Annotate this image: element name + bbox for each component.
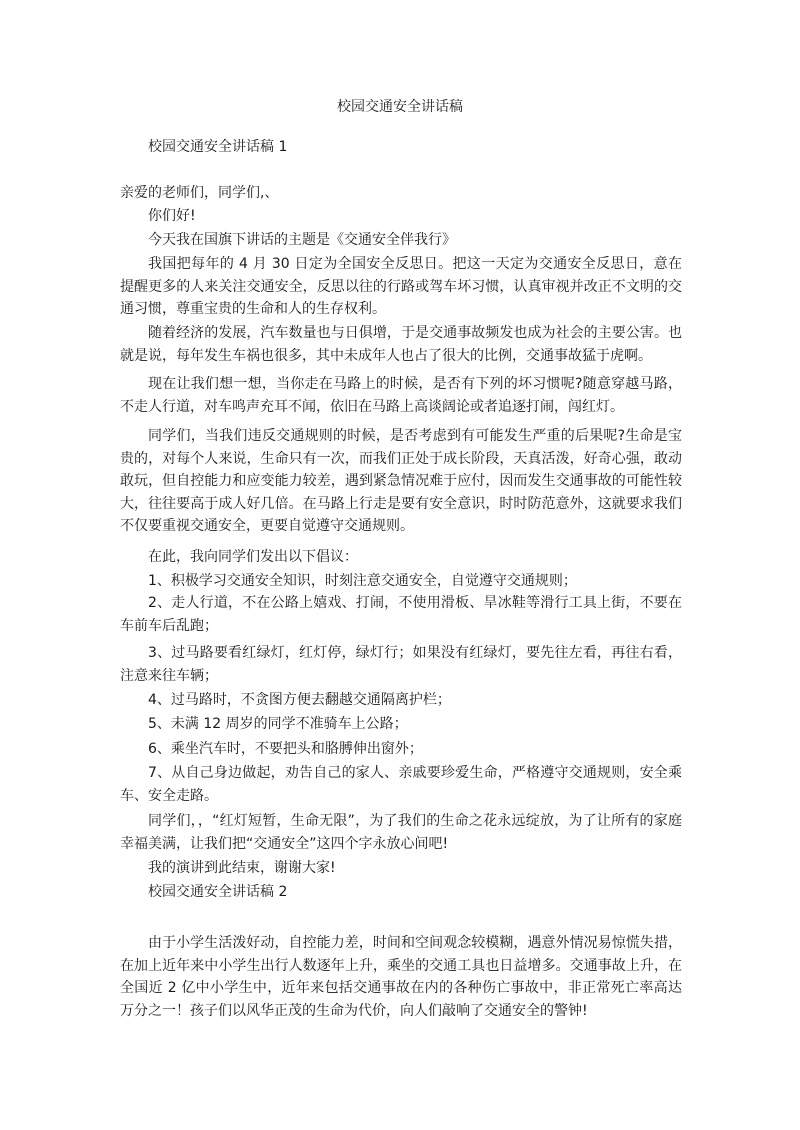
proposal-intro: 在此，我向同学们发出以下倡议： bbox=[148, 549, 358, 565]
salutation: 亲爱的老师们，同学们,、 bbox=[120, 185, 279, 201]
intro-line: 今天我在国旗下讲话的主题是《交通安全伴我行》 bbox=[148, 232, 456, 248]
proposal-item: 2、走人行道，不在公路上嬉戏、打闹，不使用滑板、旱冰鞋等滑行工具上街，不要在车前车后乱跑； bbox=[120, 595, 682, 634]
proposal-item: 4、过马路时，不贪图方便去翻越交通隔离护栏； bbox=[148, 692, 451, 708]
proposal-item: 3、过马路要看红绿灯，红灯停，绿灯行；如果没有红绿灯，要先往左看，再往右看，注意来往车辆； bbox=[120, 645, 682, 684]
speech2-heading: 校园交通安全讲话稿 2 bbox=[148, 884, 288, 900]
speech1-heading: 校园交通安全讲话稿 1 bbox=[148, 139, 288, 155]
paragraph-4: 同学们，当我们违反交通规则的时候，是否考虑到有可能发生严重的后果呢?生命是宝贵的，对每个人来说，生命只有一次，而我们正处于成长阶段，天真活泼，好奇心强，敢动敢玩，但自控能力和应变能力较差，遇到紧急情况难于应付，因而发生交通事故的可能性较大，往往要高于成人好几倍。在马路上行走是要有安全意识，时时防范意外，这就要求我们不仅要重视交通安全，更要自觉遵守交通规则。 bbox=[120, 428, 682, 535]
paragraph-6: 同学们，，“红灯短暂，生命无限”，为了我们的生命之花永远绽放，为了让所有的家庭幸福美满，让我们把“交通安全”这四个字永放心间吧! bbox=[120, 813, 682, 852]
closing-line: 我的演讲到此结束，谢谢大家! bbox=[148, 860, 336, 876]
paragraph-3: 现在让我们想一想，当你走在马路上的时候，是否有下列的坏习惯呢?随意穿越马路，不走人行道，对车鸣声充耳不闻，依旧在马路上高谈阔论或者追逐打闹，闯红灯。 bbox=[120, 376, 682, 415]
speech2-paragraph-1: 由于小学生活泼好动，自控能力差，时间和空间观念较模糊，遇意外情况易惊慌失措，在加上近年来中小学生出行人数逐年上升，乘坐的交通工具也日益增多。交通事故上升，在全国近 2 亿中小学生中，近年来包括交通事故在内的各种伤亡事故中，非正常死亡率高达万分之一！孩子们以风华正茂的生命为代价，向人们敲响了交通安全的警钟! bbox=[120, 935, 682, 1019]
proposal-item: 1、积极学习交通安全知识，时刻注意交通安全，自觉遵守交通规则； bbox=[148, 573, 577, 589]
paragraph-1: 我国把每年的 4 月 30 日定为全国安全反思日。把这一天定为交通安全反思日，意在提醒更多的人来关注交通安全，反思以往的行路或驾车坏习惯，认真审视并改正不文明的交通习惯，尊重宝贵的生命和人的生存权利。 bbox=[120, 256, 682, 318]
proposal-item: 7、从自己身边做起，劝告自己的家人、亲戚要珍爱生命，严格遵守交通规则，安全乘车、安全走路。 bbox=[120, 765, 682, 804]
greeting: 你们好! bbox=[148, 208, 196, 224]
proposal-item: 5、未满 12 周岁的同学不准骑车上公路； bbox=[148, 716, 408, 732]
paragraph-2: 随着经济的发展，汽车数量也与日俱增，于是交通事故频发也成为社会的主要公害。也就是说，每年发生车祸也很多，其中未成年人也占了很大的比例，交通事故猛于虎啊。 bbox=[120, 325, 682, 364]
proposal-item: 6、乘坐汽车时，不要把头和胳膊伸出窗外； bbox=[148, 741, 423, 757]
document-title: 校园交通安全讲话稿 bbox=[337, 99, 463, 115]
